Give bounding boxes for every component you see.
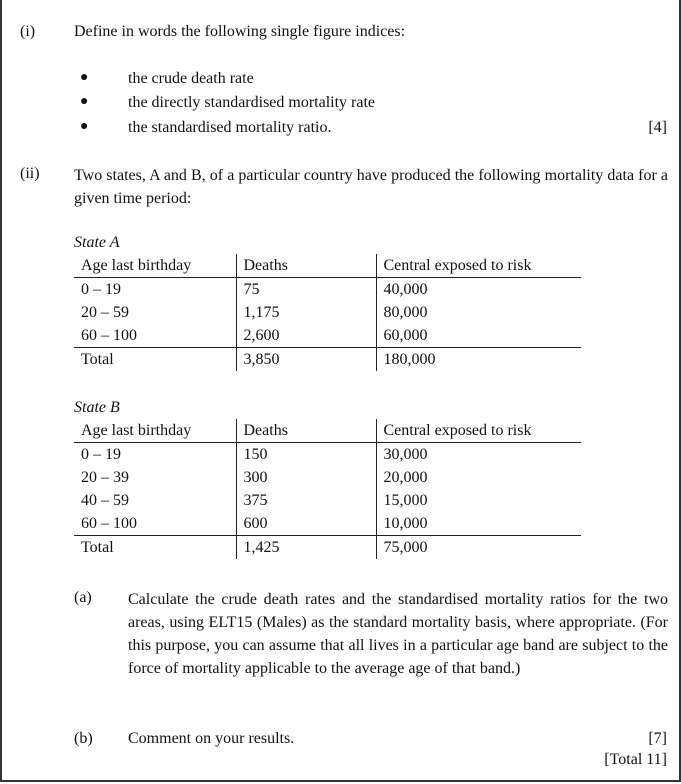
cell-age: 0 – 19 xyxy=(81,281,121,298)
header-age: Age last birthday xyxy=(74,419,236,443)
table-row xyxy=(74,466,581,489)
state-a-title: State A xyxy=(74,234,120,251)
sub-a-text: Calculate the crude death rates and the standardised mortality ratios for the two areas, using ELT15 (Males) as the standard mortality basis, where appropriate. (For this purpose, you can assume that all lives in a particular age band are subject to the force of mortality applicable to the average age of that band.) xyxy=(128,591,668,677)
cell-age: 60 – 100 xyxy=(81,327,137,344)
table-row xyxy=(74,443,581,467)
cell-deaths: 1,175 xyxy=(236,301,376,324)
table-header-row xyxy=(74,254,581,278)
cell-total-deaths: 3,850 xyxy=(236,348,376,372)
cell-exposed: 40,000 xyxy=(376,278,581,302)
table-row xyxy=(74,301,581,324)
cell-exposed: 80,000 xyxy=(376,301,581,324)
cell-age: 60 – 100 xyxy=(81,515,137,532)
header-deaths: Deaths xyxy=(236,254,376,278)
cell-total-exposed: 180,000 xyxy=(376,348,581,372)
part-i-intro: Define in words the following single figure indices: xyxy=(74,23,406,40)
state-a-table xyxy=(74,254,581,371)
header-deaths: Deaths xyxy=(236,419,376,443)
cell-age: 0 – 19 xyxy=(81,446,121,463)
cell-exposed: 30,000 xyxy=(376,443,581,467)
table-row xyxy=(74,278,581,302)
cell-exposed: 10,000 xyxy=(376,512,581,536)
bullet-icon: ● xyxy=(80,119,89,134)
bullet-icon: ● xyxy=(80,94,89,109)
sub-b-label: (b) xyxy=(74,730,93,747)
cell-deaths: 375 xyxy=(236,489,376,512)
sub-b-text: Comment on your results. xyxy=(128,730,295,747)
state-b-table xyxy=(74,419,581,559)
header-age: Age last birthday xyxy=(74,254,236,278)
cell-total-exposed: 75,000 xyxy=(376,536,581,560)
bullet-item: the directly standardised mortality rate xyxy=(128,94,376,111)
cell-exposed: 20,000 xyxy=(376,466,581,489)
table-row xyxy=(74,489,581,512)
cell-deaths: 150 xyxy=(236,443,376,467)
cell-exposed: 15,000 xyxy=(376,489,581,512)
cell-age: 40 – 59 xyxy=(81,492,129,509)
cell-age: 20 – 39 xyxy=(81,469,129,486)
cell-deaths: 600 xyxy=(236,512,376,536)
cell-total-label: Total xyxy=(74,536,236,560)
cell-deaths: 2,600 xyxy=(236,324,376,348)
sub-a-label: (a) xyxy=(74,589,92,606)
part-ii-marks: [7] xyxy=(648,730,667,747)
total-marks: [Total 11] xyxy=(604,751,667,768)
table-row xyxy=(74,324,581,348)
cell-total-label: Total xyxy=(74,348,236,372)
bullet-item: the standardised mortality ratio. xyxy=(128,119,332,136)
cell-total-deaths: 1,425 xyxy=(236,536,376,560)
state-b-title: State B xyxy=(74,399,120,416)
cell-deaths: 75 xyxy=(236,278,376,302)
table-total-row xyxy=(74,536,581,560)
part-i-label: (i) xyxy=(20,23,36,40)
header-exposed: Central exposed to risk xyxy=(376,419,581,443)
table-header-row xyxy=(74,419,581,443)
header-exposed: Central exposed to risk xyxy=(376,254,581,278)
table-row xyxy=(74,512,581,536)
bullet-item: the crude death rate xyxy=(128,70,254,87)
bullet-icon: ● xyxy=(80,70,89,85)
part-i-marks: [4] xyxy=(648,119,667,136)
cell-deaths: 300 xyxy=(236,466,376,489)
cell-age: 20 – 59 xyxy=(81,304,129,321)
part-ii-intro: Two states, A and B, of a particular country have produced the following mortality data for a given time period: xyxy=(74,167,668,207)
part-ii-label: (ii) xyxy=(20,165,40,182)
cell-exposed: 60,000 xyxy=(376,324,581,348)
table-total-row xyxy=(74,348,581,372)
